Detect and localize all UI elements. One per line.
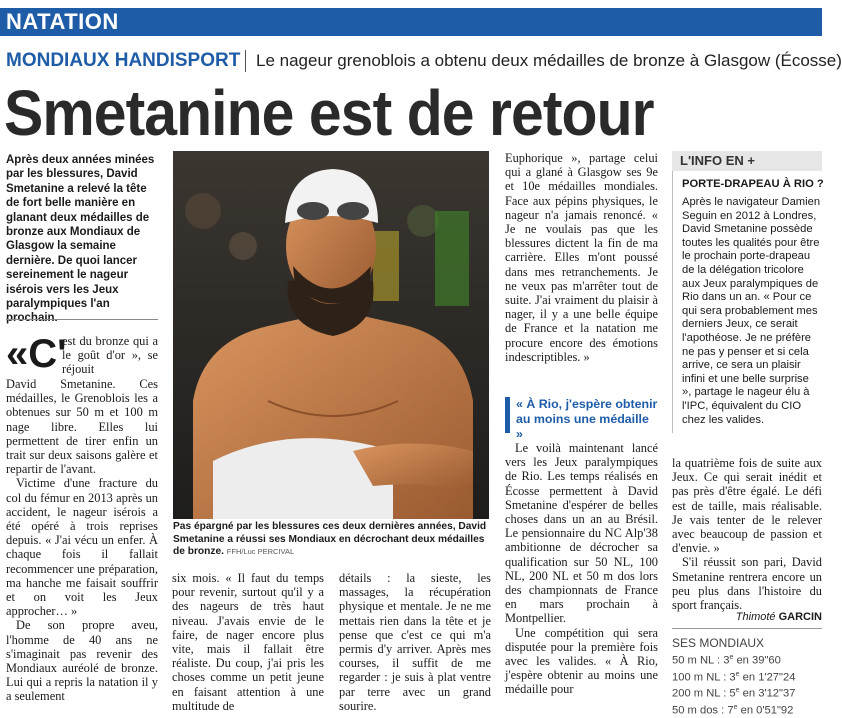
- paragraph: Le voilà maintenant lancé vers les Jeux paralympiques de Rio. Les temps réalisés en Écosse permettent à David Smetanine d'espérer de belles choses dans un an au Brésil. Le pensionnaire du NC Alp'38 ambitionne de décrocher sa qualification sur 50 NL, 100 NL, 200 NL et 50 m dos lors des championnats de France en mars prochain à Montpellier.: [505, 441, 658, 626]
- lead-paragraph: Après deux années minées par les blessures, David Smetanine a relevé la tête de fort belle manière en glanant deux médailles de bronze aux Mondiaux de Glasgow la semaine dernière. De quoi lancer sereinement le nageur isérois vers les Jeux paralympiques l'an: [6, 154, 155, 311]
- paragraph: est du bronze qui a le goût d'or », se réjouit: [62, 334, 158, 377]
- result-row: 50 m NL : 3e en 39"60: [672, 654, 781, 667]
- info-box-header: [672, 151, 822, 171]
- swimmer-illustration: [173, 151, 489, 519]
- column-4-continued: [505, 441, 658, 697]
- result-row: 50 m dos : 7e en 0'51"92: [672, 704, 794, 717]
- column-4: [505, 151, 658, 364]
- paragraph: Euphorique », partage celui qui a glané à Glasgow ses 9e et 10e médailles mondiales. Face aux pépins physiques, le nageur n'a jamais renoncé. « Je ne voulais pas que les blessures dictent la fin de ma carrière. Elles m'ont poussé dans mes retranchements. Je ne veux pas m'arrêter tout de suite. J'ai vraiment du plaisir à nager, il y a une belle équipe de France et la natation me procure encore des émotions indescriptibles. »: [505, 151, 658, 364]
- section-label: NATATION: [6, 9, 119, 34]
- column-1-top: [62, 334, 158, 377]
- result-row: 200 m NL : 5e en 3'12"37: [672, 687, 796, 701]
- paragraph: De son propre aveu, l'homme de 40 ans ne s'imaginait pas revenir des Mondiaux auréolé de bronze. Lui qui a repris la natation il y a seulement: [6, 618, 158, 704]
- author-signature: [672, 611, 822, 623]
- column-3: [339, 571, 491, 713]
- results-list: [672, 651, 822, 718]
- headline: Smetanine est de retour: [4, 77, 654, 149]
- author-last-name: GARCIN: [778, 611, 822, 623]
- paragraph: six mois. « Il faut du temps pour revenir, surtout qu'il y a des nageurs de très haut niveau. J'avais envie de le faire, de nager encore plus vite, mais il fallait être réaliste. Du coup, j'ai pris les choses comme un petit jeune en faisant attention à une multitude de: [172, 571, 324, 713]
- kicker: MONDIAUX HANDISPORT: [6, 50, 241, 71]
- paragraph: Une compétition qui sera disputée pour la première fois avec les valides. « À Rio, j'espère obtenir au moins une médaille pour: [505, 625, 658, 697]
- photo-credit: FFH/Luc PERCIVAL: [226, 547, 295, 557]
- results-title: SES MONDIAUX: [672, 636, 765, 650]
- deck-subtitle: Le nageur grenoblois a obtenu deux médailles de bronze à Glasgow (Écosse): [256, 51, 842, 70]
- paragraph: S'il réussit son pari, David Smetanine rentrera encore un peu plus dans l'histoire du sport français.: [672, 555, 822, 613]
- paragraph: Victime d'une fracture du col du fémur en 2013 après un accident, le nageur isérois a été opéré à trois reprises depuis. « J'ai vécu un enfer. À chaque fois il fallait recommencer une préparation, ma hanche me faisait souffrir et on voit les Jeux approcher… »: [6, 476, 158, 619]
- signature-divider: [672, 628, 822, 629]
- lead-divider: [6, 319, 158, 320]
- paragraph: détails : la sieste, les massages, la récupération physique et mentale. Je ne me mettais rien dans la tête et je pense que c'est ce qui m'a permis d'y arriver. Après mes courses, il suffit de me regarder : je suis à plat ventre par terre avec un grand sourire.: [339, 571, 491, 713]
- author-first-name: Thimoté: [735, 611, 776, 623]
- info-box-text: Après le navigateur Damien Seguin en 2012 à Londres, David Smetanine possède toutes les qualités pour être le prochain porte-drapeau de la délégation tricolore aux Jeux paralympiques de Rio dans un an. « Pour ce qui sera probablement mes derniers Jeux, ce serait l'apothéose. Je ne préfère ne pas y penser et si cela arrive, ce sera un plaisir infini et une belle surprise », partage le nageur élu à l'IPC, équivalent du CIO chez les valides.: [682, 196, 821, 426]
- caption-text: Pas épargné par les blessures ces deux dernières années, David Smetanine a réussi ses Mondiaux en décrochant deux médailles de bronze.: [173, 521, 487, 558]
- column-5: [672, 456, 822, 612]
- result-row: 100 m NL : 3e en 1'27"24: [672, 670, 796, 684]
- swimmer-photo: [173, 151, 489, 519]
- kicker-divider: [245, 50, 246, 72]
- column-2: [172, 571, 324, 713]
- paragraph: David Smetanine. Ces médailles, le Grenoblois les a obtenues sur 50 m et 100 m nage libre. Elles lui permettent de tirer enfin un trait sur deux saisons galère et repartir de l'avant.: [6, 377, 158, 477]
- photo-caption: [173, 521, 489, 559]
- intertitle: « À Rio, j'espère obtenir au moins une médaille »: [505, 397, 658, 433]
- dropcap: «C': [6, 332, 67, 376]
- paragraph: la quatrième fois de suite aux Jeux. Ce qui serait inédit et pas près d'être égalé. Le défi est de taille, mais réalisable. Je vais tenter de le relever avec beaucoup de passion et d'envie. »: [672, 456, 822, 556]
- info-box-header-label: L'INFO EN +: [680, 153, 755, 168]
- section-bar: [0, 8, 822, 36]
- column-1: [6, 377, 158, 704]
- info-box-title: PORTE-DRAPEAU À RIO ?: [682, 178, 824, 190]
